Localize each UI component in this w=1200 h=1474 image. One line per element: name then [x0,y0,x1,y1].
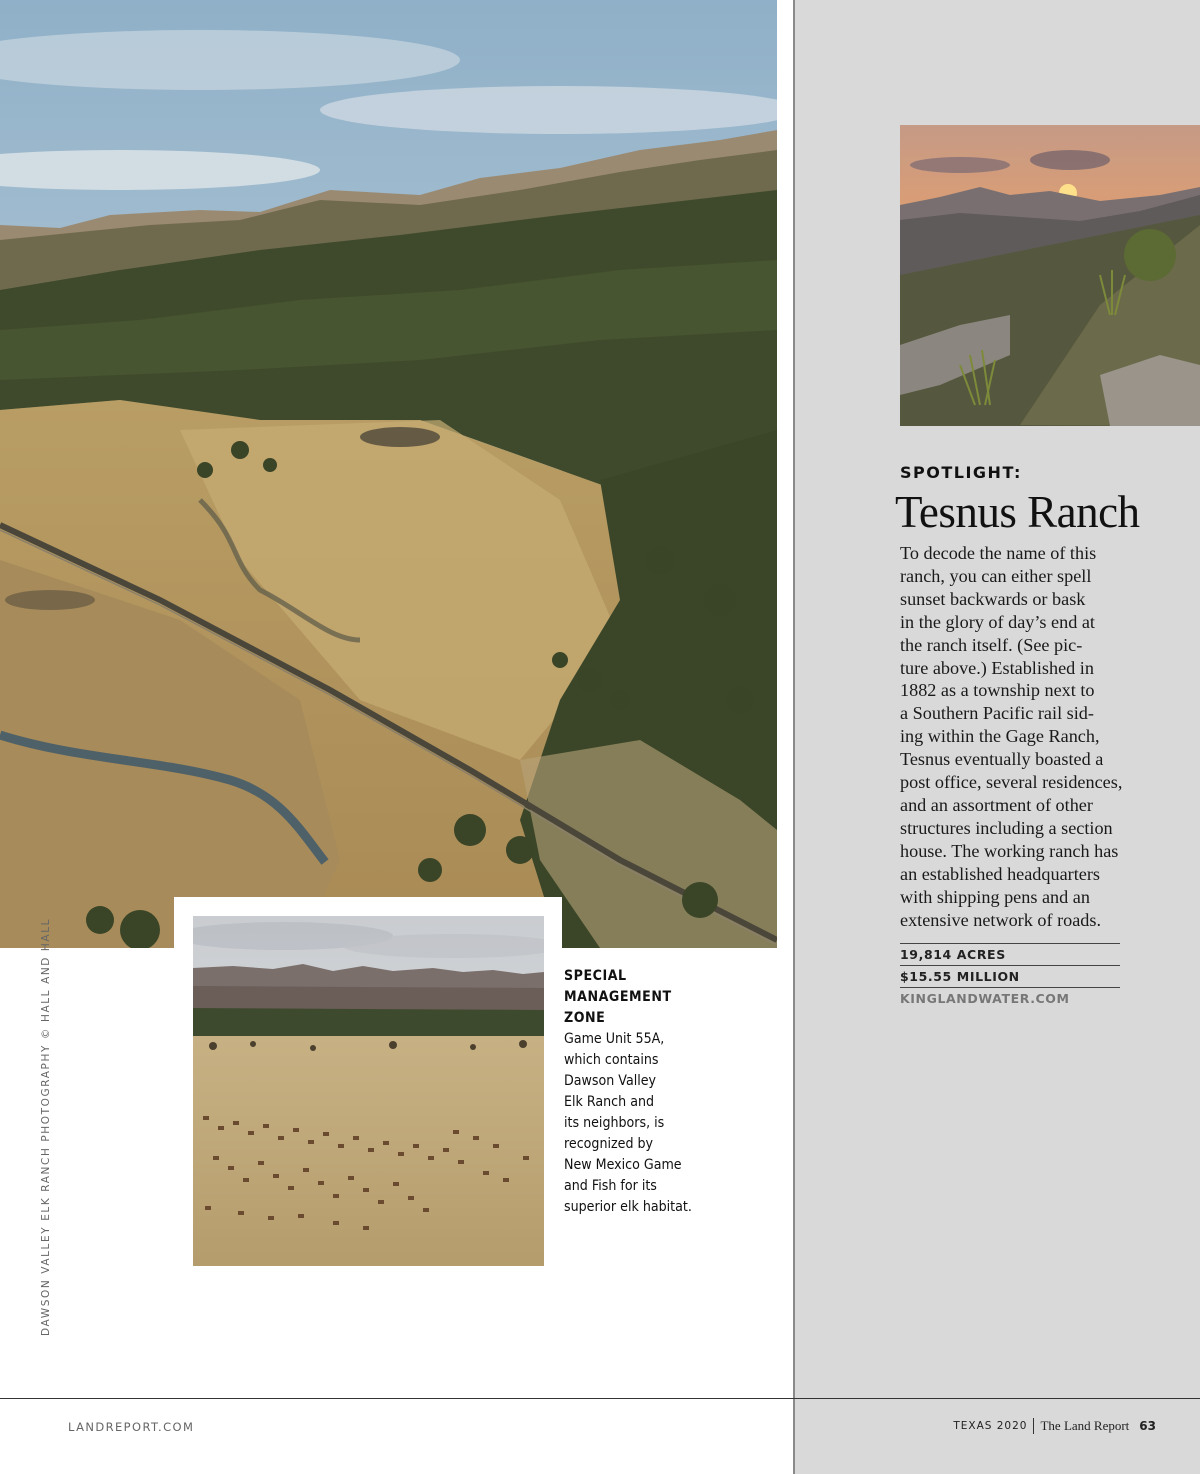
column-divider [793,0,795,1474]
body-line: Tesnus eventually boasted a [900,749,1104,770]
body-line: the ranch itself. (See pic- [900,634,1083,655]
caption-line: recognized by [564,1136,654,1152]
body-line: an established headquarters [900,863,1100,884]
footer-rule [0,1398,1200,1399]
body-line: post office, several residences, [900,772,1123,793]
caption-body [564,1029,705,1218]
photo-credit: DAWSON VALLEY ELK RANCH PHOTOGRAPHY © HALL AND HALL [40,917,52,1336]
body-line: To decode the name of this [900,543,1097,563]
hero-photo-dawson-valley [0,0,777,948]
footer-issue: TEXAS 2020 [953,1420,1028,1432]
caption-line: its neighbors, is [564,1115,665,1131]
spotlight-kicker: SPOTLIGHT: [900,463,1022,482]
body-line: structures including a section [900,817,1113,838]
footer-site[interactable]: LANDREPORT.COM [68,1420,195,1434]
caption-title [564,966,705,1029]
caption-line: superior elk habitat. [564,1199,692,1215]
caption-line: Elk Ranch and [564,1094,655,1110]
body-line: 1882 as a township next to [900,680,1095,701]
stat-acres: 19,814 ACRES [900,943,1120,965]
body-line: house. The working ranch has [900,840,1119,861]
body-line: a Southern Pacific rail sid- [900,703,1094,724]
body-line: ture above.) Established in [900,657,1094,678]
tesnus-sunset-photo [900,125,1200,426]
page-number: 63 [1139,1419,1156,1433]
caption-title-line: SPECIAL [564,968,627,984]
footer-folio [953,1418,1156,1434]
caption-title-line: MANAGEMENT [564,989,672,1005]
body-line: ranch, you can either spell [900,565,1092,586]
caption-line: Game Unit 55A, [564,1031,665,1047]
caption-line: New Mexico Game [564,1157,682,1173]
caption-line: which contains [564,1052,659,1068]
spotlight-title: Tesnus Ranch [895,487,1140,537]
elk-herd-photo [193,916,544,1266]
footer-separator [1033,1418,1034,1434]
caption-title-line: ZONE [564,1010,606,1026]
photo-caption [564,966,705,1218]
body-line: extensive network of roads. [900,909,1102,930]
body-line: sunset backwards or bask [900,588,1086,609]
caption-line: and Fish for its [564,1178,657,1194]
stat-price: $15.55 MILLION [900,965,1120,987]
body-line: ing within the Gage Ranch, [900,726,1100,747]
footer-magazine-name: The Land Report [1040,1418,1130,1433]
body-line: and an assortment of other [900,794,1093,815]
caption-line: Dawson Valley [564,1073,657,1089]
body-line: with shipping pens and an [900,886,1090,907]
body-line: in the glory of day’s end at [900,611,1095,632]
ranch-stats [900,943,1120,1009]
spotlight-body [900,542,1138,931]
broker-website-link[interactable]: KINGLANDWATER.COM [900,987,1120,1009]
